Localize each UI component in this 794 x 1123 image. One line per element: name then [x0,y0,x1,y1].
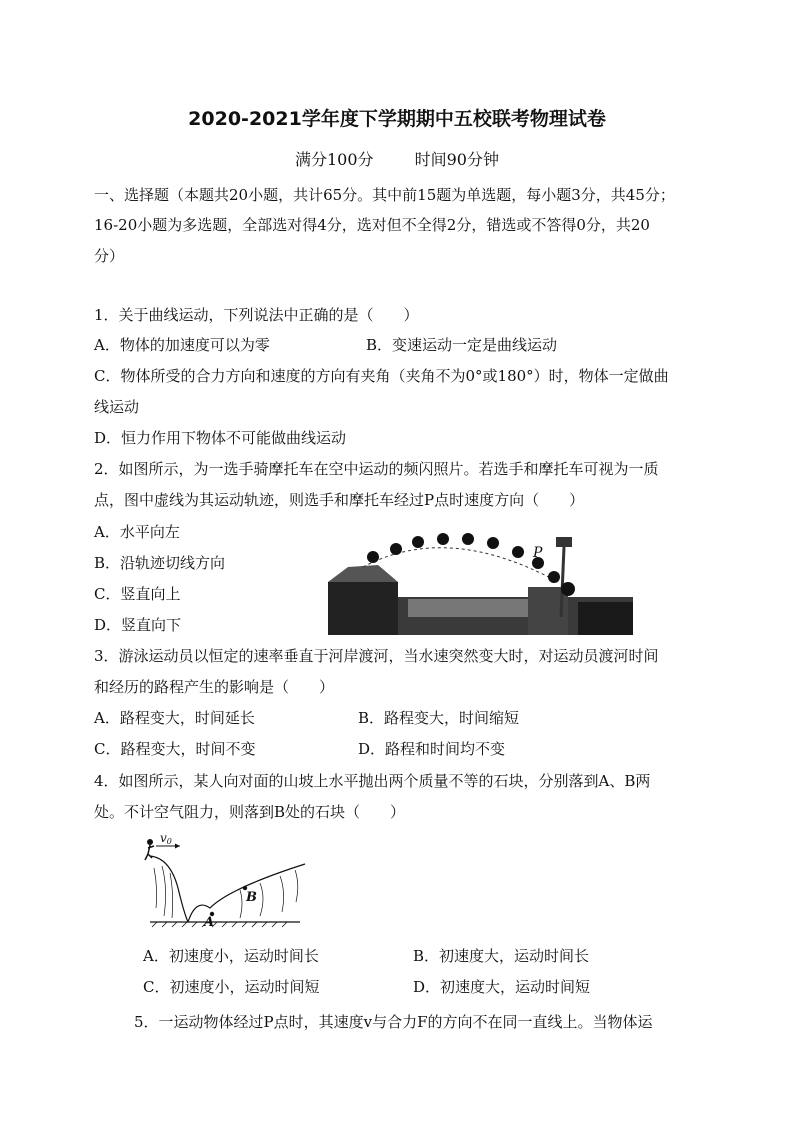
exam-info [0,147,794,170]
q1-stem: 1．关于曲线运动，下列说法中正确的是（ ） [94,306,419,324]
q2-option-a: A．水平向左 [94,523,180,541]
q2-option-b: B．沿轨迹切线方向 [94,554,226,572]
q4-option-d: D．初速度大，运动时间短 [413,978,591,996]
q4-option-c: C．初速度小，运动时间短 [143,978,320,996]
q4-stem-line2: 处。不计空气阻力，则落到B处的石块（ ） [94,803,406,821]
q1-option-c-line1: C．物体所受的合力方向和速度的方向有夹角（夹角不为0°或180°）时，物体一定做曲 [94,367,669,385]
q5-stem: 5．一运动物体经过P点时，其速度v与合力F的方向不在同一直线上。当物体运 [134,1013,653,1031]
q3-stem-line2: 和经历的路程产生的影响是（ ） [94,678,335,696]
q1-option-c-line2: 线运动 [94,398,140,416]
q2-stem-line2: 点，图中虚线为其运动轨迹，则选手和摩托车经过P点时速度方向（ ） [94,491,585,509]
point-b-label: B [246,890,257,905]
section-heading-line-3: 分） [94,247,125,265]
q4-stem-line1: 4．如图所示，某人向对面的山坡上水平抛出两个质量不等的石块，分别落到A、B两 [94,772,651,790]
q3-option-b: B．路程变大，时间缩短 [358,709,520,727]
q3-stem-line1: 3．游泳运动员以恒定的速率垂直于河岸渡河，当水速突然变大时，对运动员渡河时间 [94,647,659,665]
q3-option-d: D．路程和时间均不变 [358,740,506,758]
photo-label-p: P [533,545,543,561]
q4-option-b: B．初速度大，运动时间长 [413,947,590,965]
q1-option-d: D．恒力作用下物体不可能做曲线运动 [94,429,347,447]
q4-option-a: A．初速度小，运动时间长 [143,947,319,965]
time-limit: 时间90分钟 [414,150,499,169]
full-score: 满分100分 [294,150,374,169]
motorcycle-photo [328,527,633,635]
point-a-label: A [204,915,215,928]
q2-stem-line1: 2．如图所示，为一选手骑摩托车在空中运动的频闪照片。若选手和摩托车可视为一质 [94,460,659,478]
q2-option-d: D．竖直向下 [94,616,182,634]
section-heading-line-2: 16-20小题为多选题，全部选对得4分，选对但不全得2分，错选或不答得0分，共20 [94,216,650,234]
q1-option-a: A．物体的加速度可以为零 [94,336,270,354]
v0-label: v0 [160,831,172,846]
q3-option-c: C．路程变大，时间不变 [94,740,256,758]
q1-option-b: B．变速运动一定是曲线运动 [366,336,558,354]
q2-option-c: C．竖直向上 [94,585,181,603]
slope-diagram [140,828,310,928]
page-title: 2020-2021学年度下学期期中五校联考物理试卷 [188,108,606,130]
section-heading-line-1: 一、选择题（本题共20小题，共计65分。其中前15题为单选题，每小题3分，共45分； [94,186,675,204]
q3-option-a: A．路程变大，时间延长 [94,709,255,727]
